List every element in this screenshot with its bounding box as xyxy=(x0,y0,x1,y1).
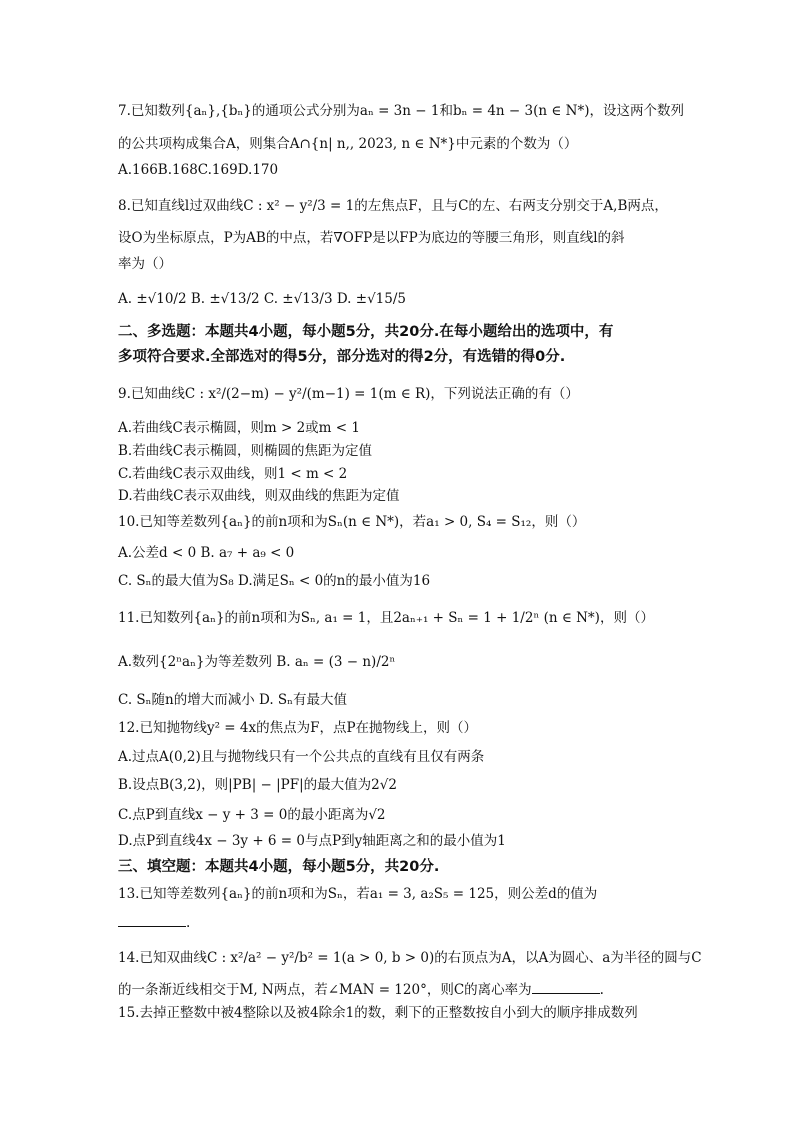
q7-line1: 7.已知数列{aₙ},{bₙ}的通项公式分别为aₙ = 3n − 1和bₙ = 4n − 3(n ∈ N*)，设这两个数列 xyxy=(118,103,684,119)
q12-option-d: D.点P到直线4x − 3y + 6 = 0与点P到y轴距离之和的最小值为1 xyxy=(118,833,506,849)
section3-heading: 三、填空题：本题共4小题，每小题5分，共20分. xyxy=(118,859,440,875)
q14-line1: 14.已知双曲线C : x²/a² − y²/b² = 1(a > 0, b > 0)的右顶点为A，以A为圆心、a为半径的圆与C xyxy=(118,950,702,966)
q12-option-c: C.点P到直线x − y + 3 = 0的最小距离为√2 xyxy=(118,807,386,823)
q11-stem: 11.已知数列{aₙ}的前n项和为Sₙ, a₁ = 1，且2aₙ₊₁ + Sₙ = 1 + 1/2ⁿ (n ∈ N*)，则（） xyxy=(118,610,654,626)
q9-option-c: C.若曲线C表示双曲线，则1 < m < 2 xyxy=(118,466,348,482)
q10-stem: 10.已知等差数列{aₙ}的前n项和为Sₙ(n ∈ N*)，若a₁ > 0, S₄ = S₁₂，则（） xyxy=(118,514,586,530)
q14-line2-text: 的一条渐近线相交于M, N两点，若∠MAN = 120°，则C的离心率为 xyxy=(118,982,532,998)
q10-options-ab: A.公差d < 0 B. a₇ + a₉ < 0 xyxy=(118,545,295,561)
q14-period: . xyxy=(599,982,604,998)
q8-line1: 8.已知直线l过双曲线C : x² − y²/3 = 1的左焦点F，且与C的左、右两支分别交于A,B两点， xyxy=(118,198,668,214)
section2-heading-line2: 多项符合要求.全部选对的得5分，部分选对的得2分，有选错的得0分. xyxy=(118,349,566,365)
q13-period: . xyxy=(186,915,191,931)
q13-answer-blank xyxy=(118,912,186,927)
q8-line2: 设O为坐标原点，P为AB的中点，若∇OFP是以FP为底边的等腰三角形，则直线l的斜 xyxy=(118,230,625,246)
q9-option-a: A.若曲线C表示椭圆，则m > 2或m < 1 xyxy=(118,420,360,436)
q14-line2 xyxy=(118,979,604,1000)
q9-stem: 9.已知曲线C : x²/(2−m) − y²/(m−1) = 1(m ∈ R)，下列说法正确的有（） xyxy=(118,386,579,402)
q13-line2 xyxy=(118,912,190,933)
q11-options-cd: C. Sₙ随n的增大而减小 D. Sₙ有最大值 xyxy=(118,692,348,708)
q12-option-a: A.过点A(0,2)且与抛物线只有一个公共点的直线有且仅有两条 xyxy=(118,749,485,765)
q9-option-b: B.若曲线C表示椭圆，则椭圆的焦距为定值 xyxy=(118,443,373,459)
q12-option-b: B.设点B(3,2)，则|PB| − |PF|的最大值为2√2 xyxy=(118,777,397,793)
q15-line1: 15.去掉正整数中被4整除以及被4除余1的数，剩下的正整数按自小到大的顺序排成数列 xyxy=(118,1005,638,1021)
q7-options: A.166B.168C.169D.170 xyxy=(118,162,279,178)
q8-options: A. ±√10/2 B. ±√13/2 C. ±√13/3 D. ±√15/5 xyxy=(118,291,406,307)
q14-answer-blank xyxy=(532,979,600,994)
q12-stem: 12.已知抛物线y² = 4x的焦点为F，点P在抛物线上，则（） xyxy=(118,720,478,736)
q10-options-cd: C. Sₙ的最大值为S₈ D.满足Sₙ < 0的n的最小值为16 xyxy=(118,573,431,589)
section2-heading-line1: 二、多选题：本题共4小题，每小题5分，共20分.在每小题给出的选项中，有 xyxy=(118,324,614,340)
q9-option-d: D.若曲线C表示双曲线，则双曲线的焦距为定值 xyxy=(118,488,400,504)
q8-line3: 率为（） xyxy=(118,256,172,272)
q7-line2: 的公共项构成集合A，则集合A∩{n| n,, 2023, n ∈ N*}中元素的个数为（） xyxy=(118,136,578,152)
q13-line1: 13.已知等差数列{aₙ}的前n项和为Sₙ，若a₁ = 3, a₂S₅ = 125，则公差d的值为 xyxy=(118,886,598,902)
q11-options-ab: A.数列{2ⁿaₙ}为等差数列 B. aₙ = (3 − n)/2ⁿ xyxy=(118,654,396,670)
